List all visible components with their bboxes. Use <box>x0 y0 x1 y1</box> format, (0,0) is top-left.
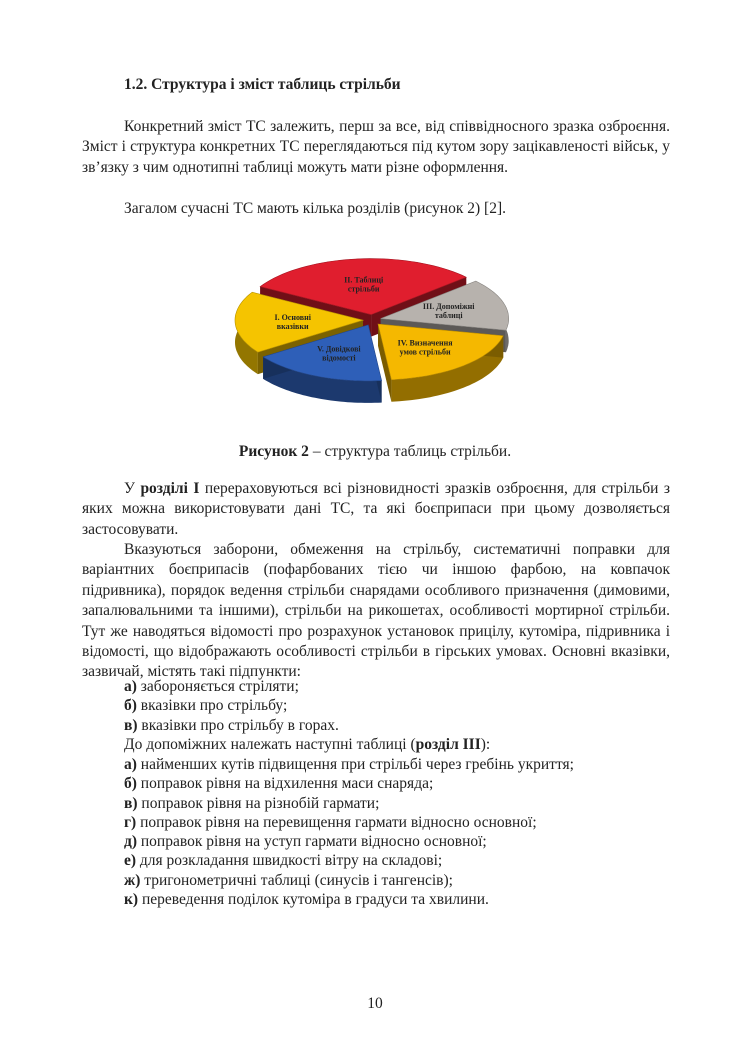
section-title: 1.2. Структура і зміст таблиць стрільби <box>124 76 401 93</box>
paragraph-3-pre: У <box>124 480 141 497</box>
list-item: ж) тригонометричні таблиці (синусів і тангенсів); <box>124 871 453 889</box>
paragraph-1: Конкретний зміст ТС залежить, перш за все, від співвідносного зразка озброєння. Зміст і структура конкретних ТС переглядаються під кутом зору зацікавленості військ, у зв’язку з чим однотипні таблиці можуть мати різне оформлення. <box>82 118 670 176</box>
list-1 <box>124 677 339 735</box>
list-item: а) забороняється стріляти; <box>124 678 299 695</box>
list-item: г) поправок рівня на перевищення гармати відносно основної; <box>124 813 537 831</box>
pie-chart <box>230 258 530 426</box>
figure-label: Рисунок 2 <box>238 443 309 460</box>
pie-chart-svg <box>230 258 530 426</box>
section-one-term: розділі І <box>140 480 200 497</box>
figure-caption <box>0 443 750 461</box>
pie-slice-label: III. Допоміжні таблиці <box>422 302 475 321</box>
paragraph-3 <box>82 479 670 540</box>
list-item: в) поправок рівня на різнобій гармати; <box>124 794 380 812</box>
list-item: б) поправок рівня на відхилення маси снаряда; <box>124 775 434 793</box>
list-item: д) поправок рівня на уступ гармати відносно основної; <box>124 833 487 851</box>
paragraph-2: Загалом сучасні ТС мають кілька розділів (рисунок 2) [2]. <box>124 200 506 217</box>
list-item: к) переведення поділок кутоміра в градуси та хвилини. <box>124 891 489 909</box>
pie-slice-label: I. Основні вказівки <box>274 313 311 331</box>
pie-slice-label: V. Довідкові відомості <box>317 344 361 363</box>
list-item: в) вказівки про стрільбу в горах. <box>124 716 339 734</box>
list-item: б) вказівки про стрільбу; <box>124 697 288 715</box>
pie-slice-label: II. Таблиці стрільби <box>344 275 384 294</box>
paragraph-4: Вказуються заборони, обмеження на стрільбу, систематичні поправки для варіантних боєприпасів (пофарбованих тією чи іншою фарбою, на ковпачок підривника), порядок ведення стрільби снарядами особливого призначення (димовими, запалювальними та іншими), стрільби на рикошетах, особливості мортирної стрільби. Тут же наводяться відомості про розрахунок установок прицілу, кутоміра, підривника і відомості, що відображають особливості стрільби в гірських умовах. Основні вказівки, зазвичай, містять такі підпункти: <box>82 541 670 681</box>
pie-slice-label: IV. Визначення умов стрільби <box>397 338 453 357</box>
page-number: 10 <box>367 995 383 1012</box>
list-item: е) для розкладання швидкості вітру на складові; <box>124 852 443 870</box>
list-item: а) найменших кутів підвищення при стрільбі через гребінь укриття; <box>124 756 574 773</box>
figure-caption-text: – структура таблиць стрільби. <box>308 443 512 460</box>
list-2-intro: До допоміжних належать наступні таблиці (розділ ІІІ): <box>124 736 491 753</box>
list-2 <box>124 755 574 909</box>
paragraph-3-post: перераховуються всі різновидності зразків озброєння, для стрільби з яких можна використовувати дані ТС, та які боєприпаси при цьому дозволяється застосовувати. <box>82 480 670 538</box>
